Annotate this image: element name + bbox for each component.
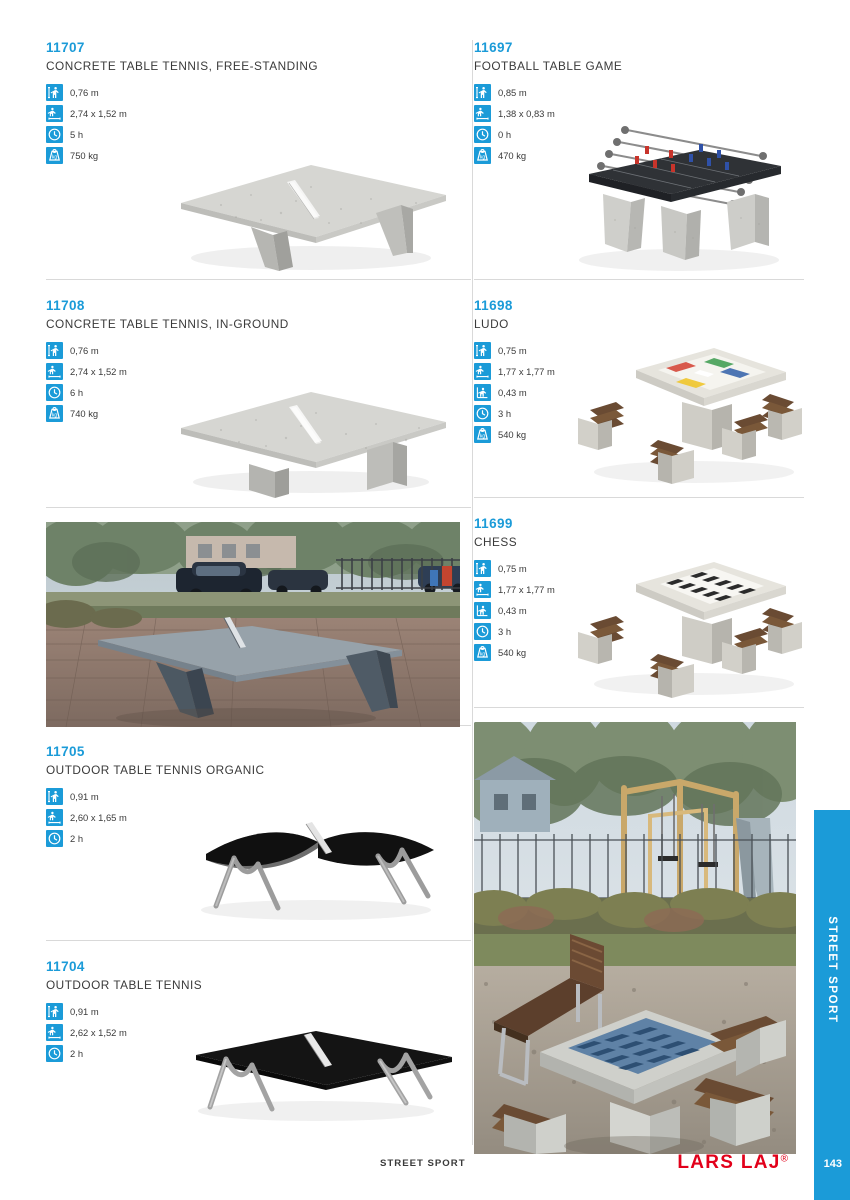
product-render-11698 [554,322,809,492]
product-card-11707[interactable] [46,40,471,280]
product-name: CHESS [474,535,518,549]
spec-value: 0,76 m [70,86,99,98]
spec-value: 2 h [70,1047,84,1059]
dimensions-icon [46,809,63,826]
clock-icon [474,623,491,640]
product-code: 11697 [474,40,513,55]
svg-text:kg: kg [479,433,486,440]
clock-icon [46,1045,63,1062]
spec-row [46,83,471,101]
product-code: 11699 [474,516,513,531]
product-card-11704[interactable] [46,941,471,1139]
svg-text:kg: kg [479,154,486,161]
spec-value: 6 h [70,386,84,398]
depth-icon [474,602,491,619]
height-icon [46,1003,63,1020]
height-icon [474,84,491,101]
product-card-11705[interactable] [46,726,471,941]
spec-row [46,341,471,359]
product-card-11697[interactable] [474,40,804,280]
product-code: 11707 [46,40,85,55]
spec-value: 740 kg [70,407,99,419]
product-name: OUTDOOR TABLE TENNIS [46,978,203,992]
spec-value: 0,43 m [498,604,527,616]
weight-icon [474,644,491,661]
product-name: OUTDOOR TABLE TENNIS ORGANIC [46,763,265,777]
svg-text:kg: kg [479,651,486,658]
photo-chess-table-playground [474,722,796,1154]
clock-icon [46,384,63,401]
product-name: FOOTBALL TABLE GAME [474,59,623,73]
spec-value: 470 kg [498,149,527,161]
spec-value: 0,75 m [498,344,527,356]
spec-value: 0 h [498,128,512,140]
dimensions-icon [46,1024,63,1041]
height-icon [46,84,63,101]
product-render-11697 [549,102,804,277]
clock-icon [46,126,63,143]
left-column [46,40,471,1139]
photo-cell-1 [46,508,471,726]
spec-value: 1,77 x 1,77 m [498,365,555,377]
spec-value: 1,38 x 0,83 m [498,107,555,119]
clock-icon [474,126,491,143]
dimensions-icon [474,581,491,598]
spec-value: 2 h [70,832,84,844]
spec-row [46,104,471,122]
weight-icon [474,147,491,164]
spec-value: 2,74 x 1,52 m [70,107,127,119]
height-icon [46,788,63,805]
product-render-11699 [554,536,809,704]
spec-value: 2,62 x 1,52 m [70,1026,127,1038]
brand-logo-mark: ® [780,1153,788,1165]
spec-value: 5 h [70,128,84,140]
spec-row [474,83,804,101]
product-render-11704 [166,983,466,1128]
product-code: 11704 [46,959,85,974]
weight-icon [46,405,63,422]
spec-value: 540 kg [498,428,527,440]
page-number: 143 [823,1158,842,1170]
right-column [474,40,804,1148]
product-render-11705 [166,778,461,928]
spec-value: 0,91 m [70,1005,99,1017]
spec-value: 3 h [498,625,512,637]
svg-text:kg: kg [51,154,58,161]
spec-value: 0,75 m [498,562,527,574]
brand-logo-text: LARS LAJ [677,1152,781,1173]
dimensions-icon [474,363,491,380]
weight-icon [474,426,491,443]
product-grid [46,40,804,1140]
dimensions-icon [46,363,63,380]
photo-outdoor-table-tennis-street [46,522,460,727]
product-render-11707 [161,125,461,275]
brand-logo [677,1152,788,1174]
dimensions-icon [474,105,491,122]
svg-text:kg: kg [51,412,58,419]
spec-value: 3 h [498,407,512,419]
photo-cell-2 [474,708,804,1148]
product-code: 11705 [46,744,85,759]
footer-section-title: STREET SPORT [380,1158,466,1169]
product-code: 11708 [46,298,85,313]
product-card-11698[interactable] [474,280,804,498]
product-name: CONCRETE TABLE TENNIS, IN-GROUND [46,317,289,331]
page-footer [0,1144,850,1200]
spec-value: 750 kg [70,149,99,161]
spec-value: 0,85 m [498,86,527,98]
column-divider [472,40,473,1145]
section-side-tab [814,810,850,1130]
section-side-tab-label: STREET SPORT [826,916,838,1024]
depth-icon [474,384,491,401]
product-name: LUDO [474,317,509,331]
height-icon [474,342,491,359]
weight-icon [46,147,63,164]
clock-icon [474,405,491,422]
spec-value: 2,74 x 1,52 m [70,365,127,377]
height-icon [474,560,491,577]
spec-value: 2,60 x 1,65 m [70,811,127,823]
spec-value: 0,91 m [70,790,99,802]
product-render-11708 [161,358,461,498]
product-code: 11698 [474,298,513,313]
spec-value: 0,76 m [70,344,99,356]
height-icon [46,342,63,359]
clock-icon [46,830,63,847]
dimensions-icon [46,105,63,122]
spec-value: 540 kg [498,646,527,658]
product-name: CONCRETE TABLE TENNIS, FREE-STANDING [46,59,319,73]
product-card-11708[interactable] [46,280,471,508]
spec-value: 0,43 m [498,386,527,398]
product-card-11699[interactable] [474,498,804,708]
spec-value: 1,77 x 1,77 m [498,583,555,595]
